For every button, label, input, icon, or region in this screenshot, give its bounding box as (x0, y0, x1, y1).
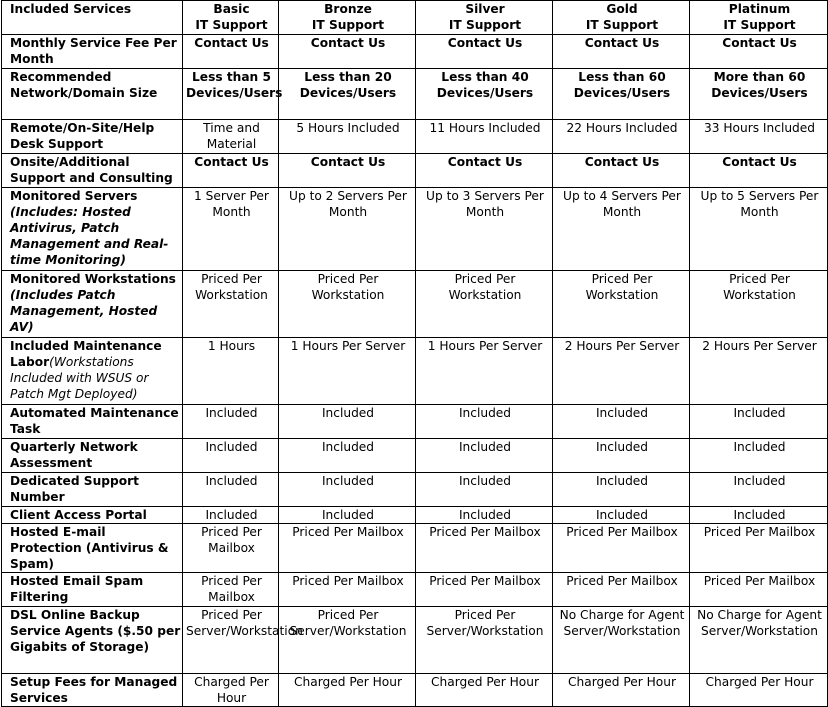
cell-value: Priced Per Mailbox (279, 573, 416, 607)
table-header-row (2, 1, 828, 35)
row-label-note: (Includes Patch Management, Hosted AV) (10, 288, 158, 334)
cell-value: 33 Hours Included (690, 120, 828, 154)
table-row (2, 524, 828, 573)
table-row (2, 154, 828, 188)
cell-value: Priced Per Mailbox (553, 524, 690, 573)
table-row (2, 439, 828, 473)
cell-value: Included (690, 473, 828, 507)
cell-value: Charged Per Hour (416, 674, 553, 707)
row-label: Setup Fees for Managed Services (2, 674, 183, 707)
cell-value: Included (416, 473, 553, 507)
row-label (2, 338, 183, 405)
cell-value: Included (553, 473, 690, 507)
cell-value: Charged Per Hour (279, 674, 416, 707)
cell-value: Included (279, 473, 416, 507)
table-row (2, 573, 828, 607)
cell-value: Charged Per Hour (690, 674, 828, 707)
cell-value: Included (553, 439, 690, 473)
cell-value: Priced Per Workstation (183, 271, 279, 338)
cell-value: Included (279, 439, 416, 473)
cell-value: 2 Hours Per Server (553, 338, 690, 405)
cell-value: 1 Hours (183, 338, 279, 405)
cell-value: Contact Us (690, 154, 828, 188)
cell-value: Priced Per Mailbox (690, 524, 828, 573)
cell-value: Up to 5 Servers Per Month (690, 188, 828, 271)
table-row (2, 473, 828, 507)
table-row (2, 120, 828, 154)
tier-sub: IT Support (448, 18, 522, 32)
cell-value: Included (690, 405, 828, 439)
cell-value: Included (183, 473, 279, 507)
cell-value: Charged Per Hour (553, 674, 690, 707)
cell-value: Priced Per Mailbox (416, 524, 553, 573)
table-row (2, 69, 828, 120)
row-label-note: (Workstations Included with WSUS or Patch Mgt Deployed) (10, 355, 149, 401)
cell-value: Contact Us (690, 35, 828, 69)
tier-sub: IT Support (311, 18, 385, 32)
cell-value: 1 Hours Per Server (416, 338, 553, 405)
row-label-text: Monitored Workstations (10, 272, 176, 286)
row-label: Remote/On-Site/Help Desk Support (2, 120, 183, 154)
cell-value: Contact Us (183, 35, 279, 69)
cell-value: 11 Hours Included (416, 120, 553, 154)
cell-value: 22 Hours Included (553, 120, 690, 154)
cell-value: Included (690, 439, 828, 473)
row-label: Client Access Portal (2, 507, 183, 524)
cell-value: 1 Hours Per Server (279, 338, 416, 405)
cell-value: Up to 2 Servers Per Month (279, 188, 416, 271)
row-label-text: Included Maintenance Labor (10, 339, 162, 369)
row-label: Automated Maintenance Task (2, 405, 183, 439)
tier-name: Basic (213, 2, 250, 16)
tier-name: Bronze (324, 2, 372, 16)
tier-name: Silver (465, 2, 505, 16)
cell-value: 1 Server Per Month (183, 188, 279, 271)
cell-value: Included (416, 439, 553, 473)
cell-value: Less than 20 Devices/Users (279, 69, 416, 120)
cell-value: Contact Us (553, 35, 690, 69)
cell-value: Included (416, 507, 553, 524)
table-row (2, 674, 828, 707)
cell-value: Priced Per Workstation (690, 271, 828, 338)
cell-value: Less than 40 Devices/Users (416, 69, 553, 120)
tier-header-platinum (690, 1, 828, 35)
cell-value: Priced Per Mailbox (690, 573, 828, 607)
row-label-note: (Includes: Hosted Antivirus, Patch Management and Real-time Monitoring) (10, 205, 169, 267)
row-label (2, 271, 183, 338)
included-services-header: Included Services (2, 1, 183, 35)
cell-value: Included (553, 405, 690, 439)
cell-value: Contact Us (183, 154, 279, 188)
cell-value: Charged Per Hour (183, 674, 279, 707)
tier-header-bronze (279, 1, 416, 35)
table-row (2, 507, 828, 524)
table-row (2, 338, 828, 405)
cell-value: Contact Us (553, 154, 690, 188)
row-label: Onsite/Additional Support and Consulting (2, 154, 183, 188)
cell-value: Priced Per Mailbox (279, 524, 416, 573)
cell-value: Included (553, 507, 690, 524)
table-row (2, 271, 828, 338)
cell-value: No Charge for Agent Server/Workstation (553, 607, 690, 674)
cell-value: Included (690, 507, 828, 524)
cell-value: 5 Hours Included (279, 120, 416, 154)
services-comparison-table (1, 0, 828, 707)
cell-value: Up to 3 Servers Per Month (416, 188, 553, 271)
cell-value: Priced Per Mailbox (183, 524, 279, 573)
tier-header-basic (183, 1, 279, 35)
cell-value: No Charge for Agent Server/Workstation (690, 607, 828, 674)
cell-value: More than 60 Devices/Users (690, 69, 828, 120)
table-row (2, 405, 828, 439)
table-row (2, 188, 828, 271)
cell-value: Priced Per Server/Workstation (279, 607, 416, 674)
row-label: DSL Online Backup Service Agents ($.50 per Gigabits of Storage) (2, 607, 183, 674)
cell-value: Priced Per Mailbox (416, 573, 553, 607)
tier-sub: IT Support (195, 18, 268, 32)
table-row (2, 35, 828, 69)
cell-value: Contact Us (279, 154, 416, 188)
cell-value: Priced Per Workstation (279, 271, 416, 338)
cell-value: Priced Per Workstation (553, 271, 690, 338)
cell-value: Included (416, 405, 553, 439)
cell-value: Priced Per Mailbox (183, 573, 279, 607)
cell-value: Priced Per Server/Workstation (183, 607, 279, 674)
cell-value: Included (183, 405, 279, 439)
cell-value: Priced Per Workstation (416, 271, 553, 338)
row-label: Hosted Email Spam Filtering (2, 573, 183, 607)
row-label: Hosted E-mail Protection (Antivirus & Spam) (2, 524, 183, 573)
row-label-text: Monitored Servers (10, 189, 138, 203)
cell-value: Up to 4 Servers Per Month (553, 188, 690, 271)
cell-value: 2 Hours Per Server (690, 338, 828, 405)
cell-value: Contact Us (416, 154, 553, 188)
cell-value: Included (279, 507, 416, 524)
cell-value: Less than 5 Devices/Users (183, 69, 279, 120)
cell-value: Less than 60 Devices/Users (553, 69, 690, 120)
row-label: Dedicated Support Number (2, 473, 183, 507)
tier-name: Platinum (728, 2, 791, 16)
tier-sub: IT Support (585, 18, 659, 32)
row-label: Recommended Network/Domain Size (2, 69, 183, 120)
cell-value: Included (183, 507, 279, 524)
row-label: Monthly Service Fee Per Month (2, 35, 183, 69)
tier-header-silver (416, 1, 553, 35)
tier-sub: IT Support (723, 18, 796, 32)
cell-value: Priced Per Server/Workstation (416, 607, 553, 674)
cell-value: Contact Us (279, 35, 416, 69)
table-row (2, 607, 828, 674)
tier-name: Gold (606, 2, 638, 16)
row-label: Quarterly Network Assessment (2, 439, 183, 473)
row-label (2, 188, 183, 271)
cell-value: Time and Material (183, 120, 279, 154)
cell-value: Contact Us (416, 35, 553, 69)
cell-value: Included (183, 439, 279, 473)
tier-header-gold (553, 1, 690, 35)
cell-value: Included (279, 405, 416, 439)
cell-value: Priced Per Mailbox (553, 573, 690, 607)
